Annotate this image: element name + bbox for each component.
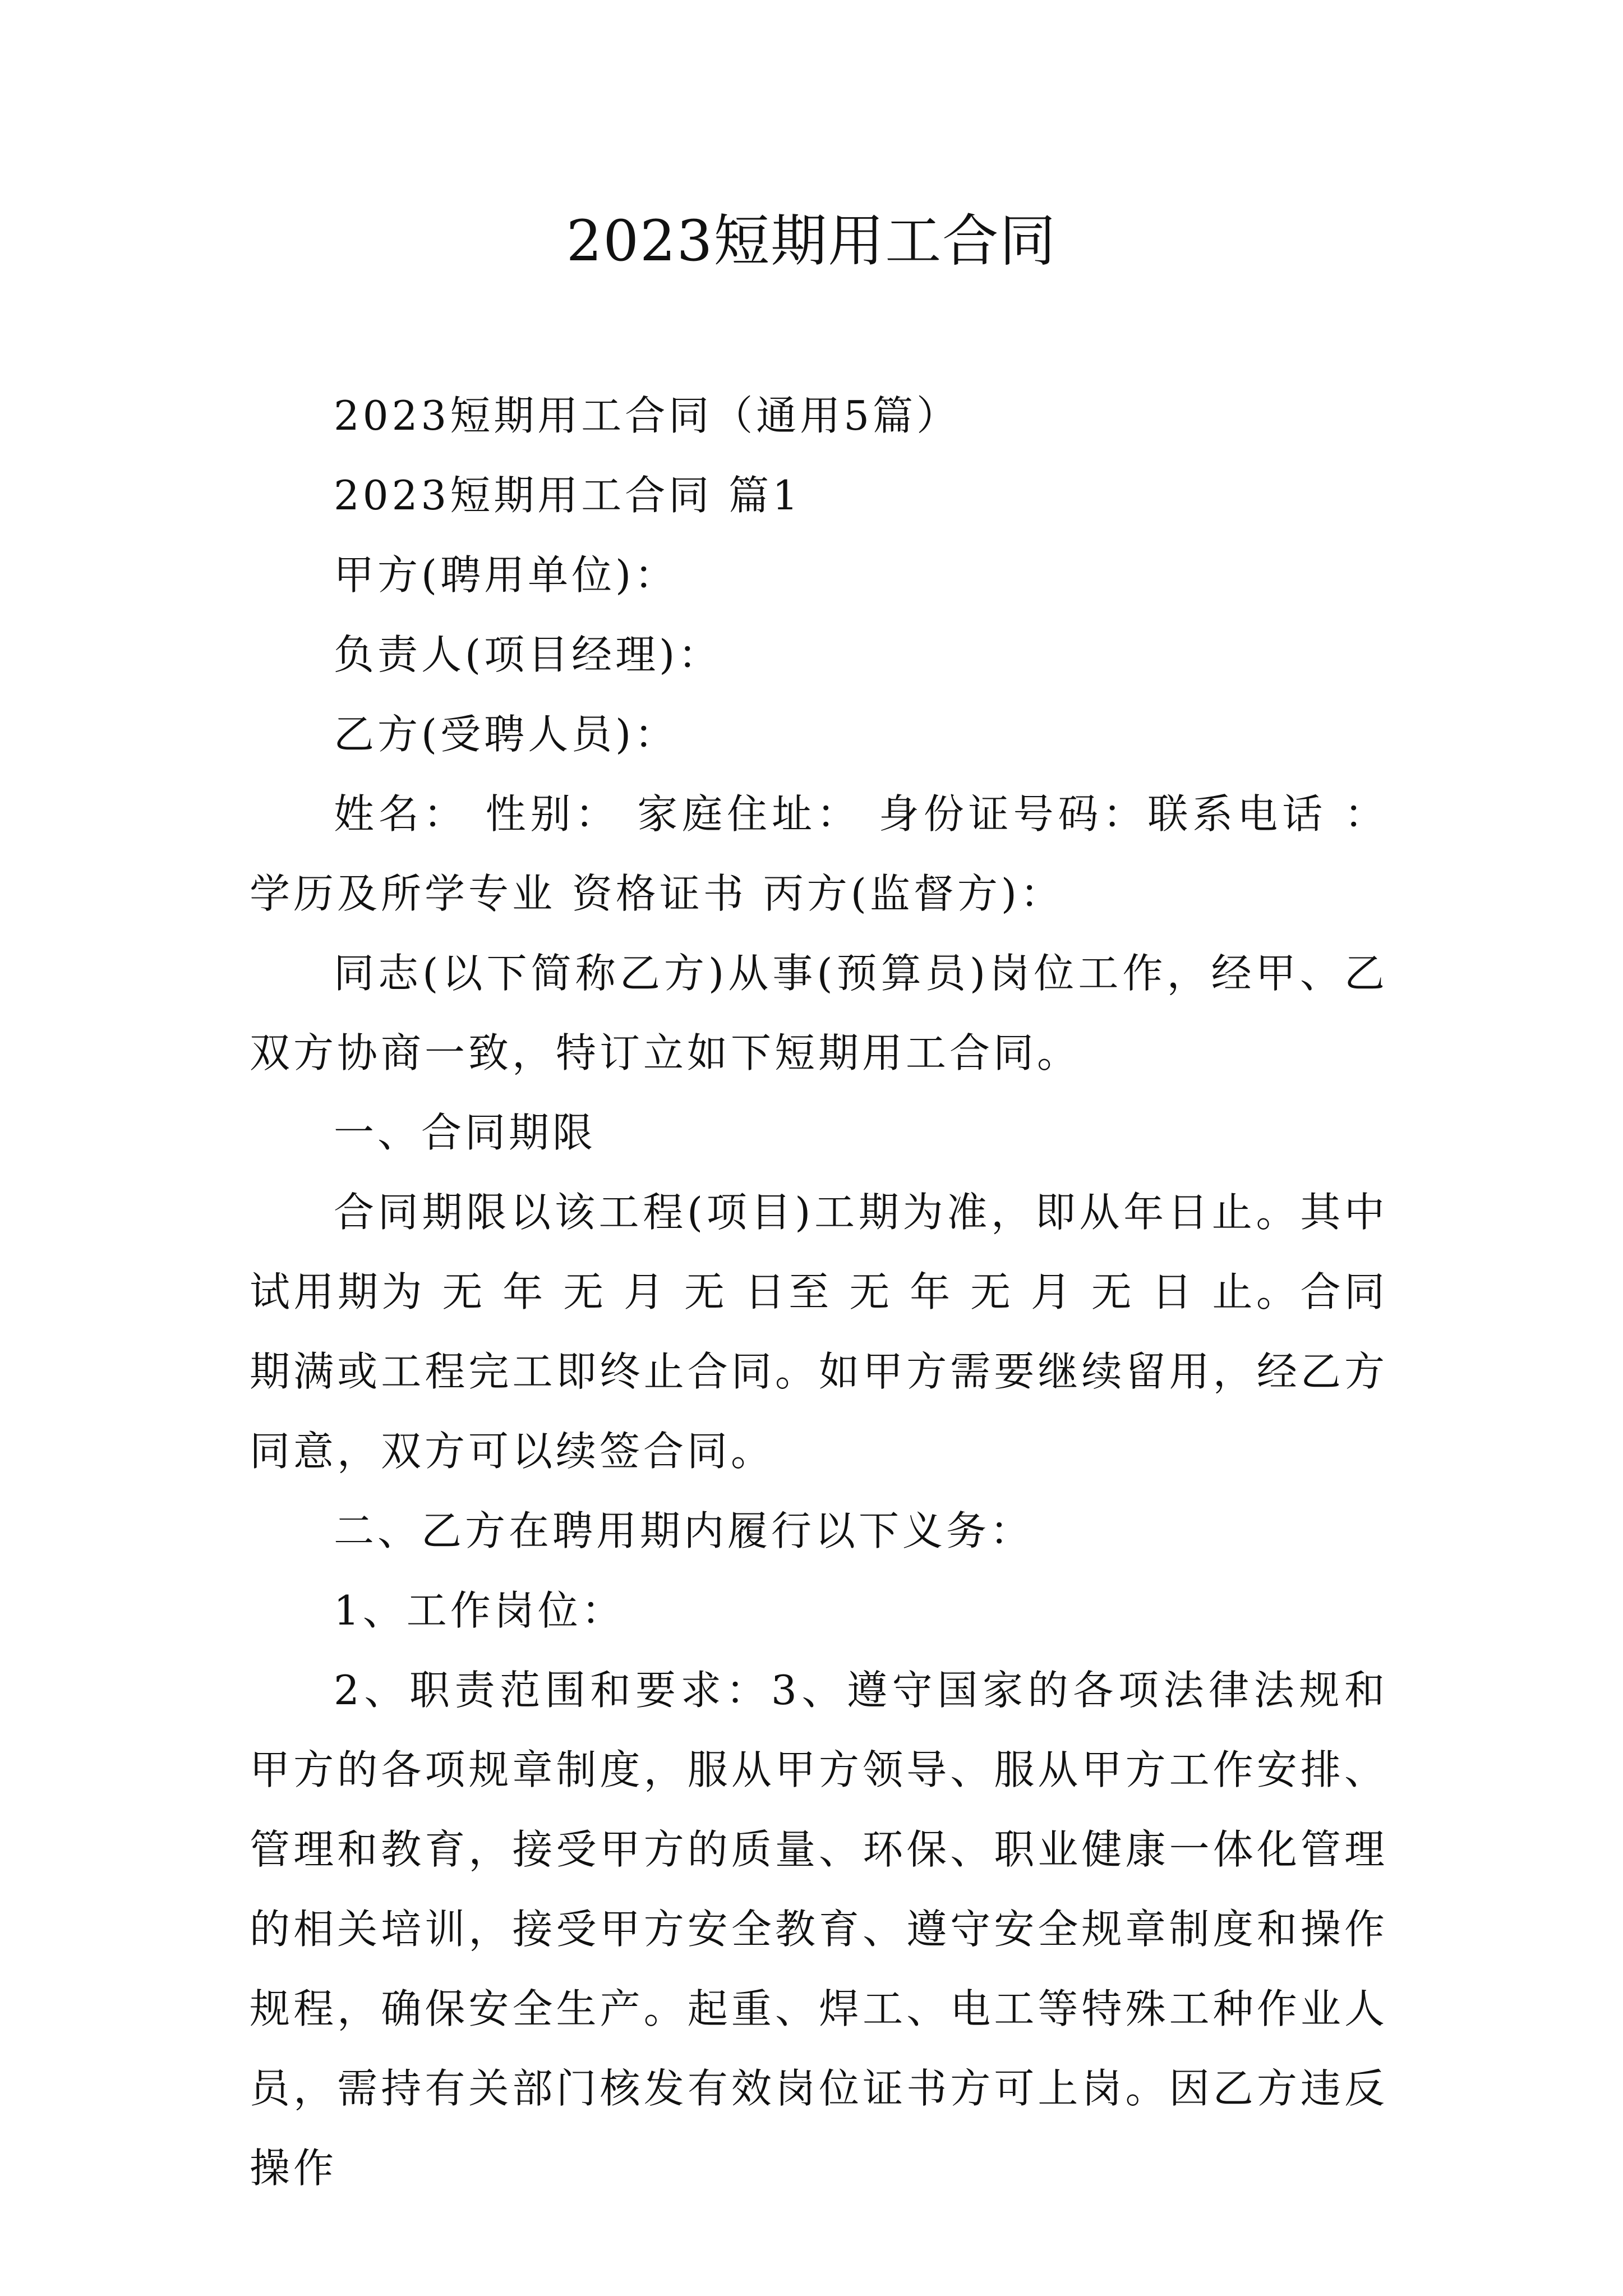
paragraph-term-details: 合同期限以该工程(项目)工期为准，即从年日止。其中试用期为 无 年 无 月 无 日至 无 年 无 月 无 日 止。合同期满或工程完工即终止合同。如甲方需要继续留用，经乙方同意，双方可以续签合同。: [250, 1189, 1388, 1475]
paragraph-agreement-intro: 同志(以下简称乙方)从事(预算员)岗位工作，经甲、乙双方协商一致，特订立如下短期用工合同。: [250, 950, 1388, 1076]
paragraph-duties: 2、职责范围和要求：3、遵守国家的各项法律法规和甲方的各项规章制度，服从甲方领导、服从甲方工作安排、管理和教育，接受甲方的质量、环保、职业健康一体化管理的相关培训，接受甲方安全教育、遵守安全规章制度和操作规程，确保安全生产。起重、焊工、电工等特殊工种作业人员，需持有关部门核发有效岗位证书方可上岗。因乙方违反操作: [250, 1667, 1388, 2192]
paragraph-responsible-person: 负责人(项目经理)：: [334, 631, 722, 678]
document-title: 2023短期用工合同: [566, 208, 1057, 274]
section-heading-term: 一、合同期限: [334, 1109, 597, 1156]
paragraph-heading-part1: 2023短期用工合同 篇1: [334, 472, 801, 519]
paragraph-party-b: 乙方(受聘人员)：: [334, 711, 679, 758]
paragraph-party-a: 甲方(聘用单位)：: [334, 551, 679, 599]
document-body: [250, 376, 1388, 2208]
paragraph-heading-general: 2023短期用工合同（通用5篇）: [334, 392, 961, 439]
section-heading-obligations: 二、乙方在聘用期内履行以下义务：: [334, 1507, 1034, 1554]
paragraph-job-position: 1、工作岗位：: [334, 1587, 625, 1634]
paragraph-personal-info: 姓名： 性别： 家庭住址： 身份证号码：联系电话 ：学历及所学专业 资格证书 丙方(监督方)：: [250, 790, 1388, 917]
